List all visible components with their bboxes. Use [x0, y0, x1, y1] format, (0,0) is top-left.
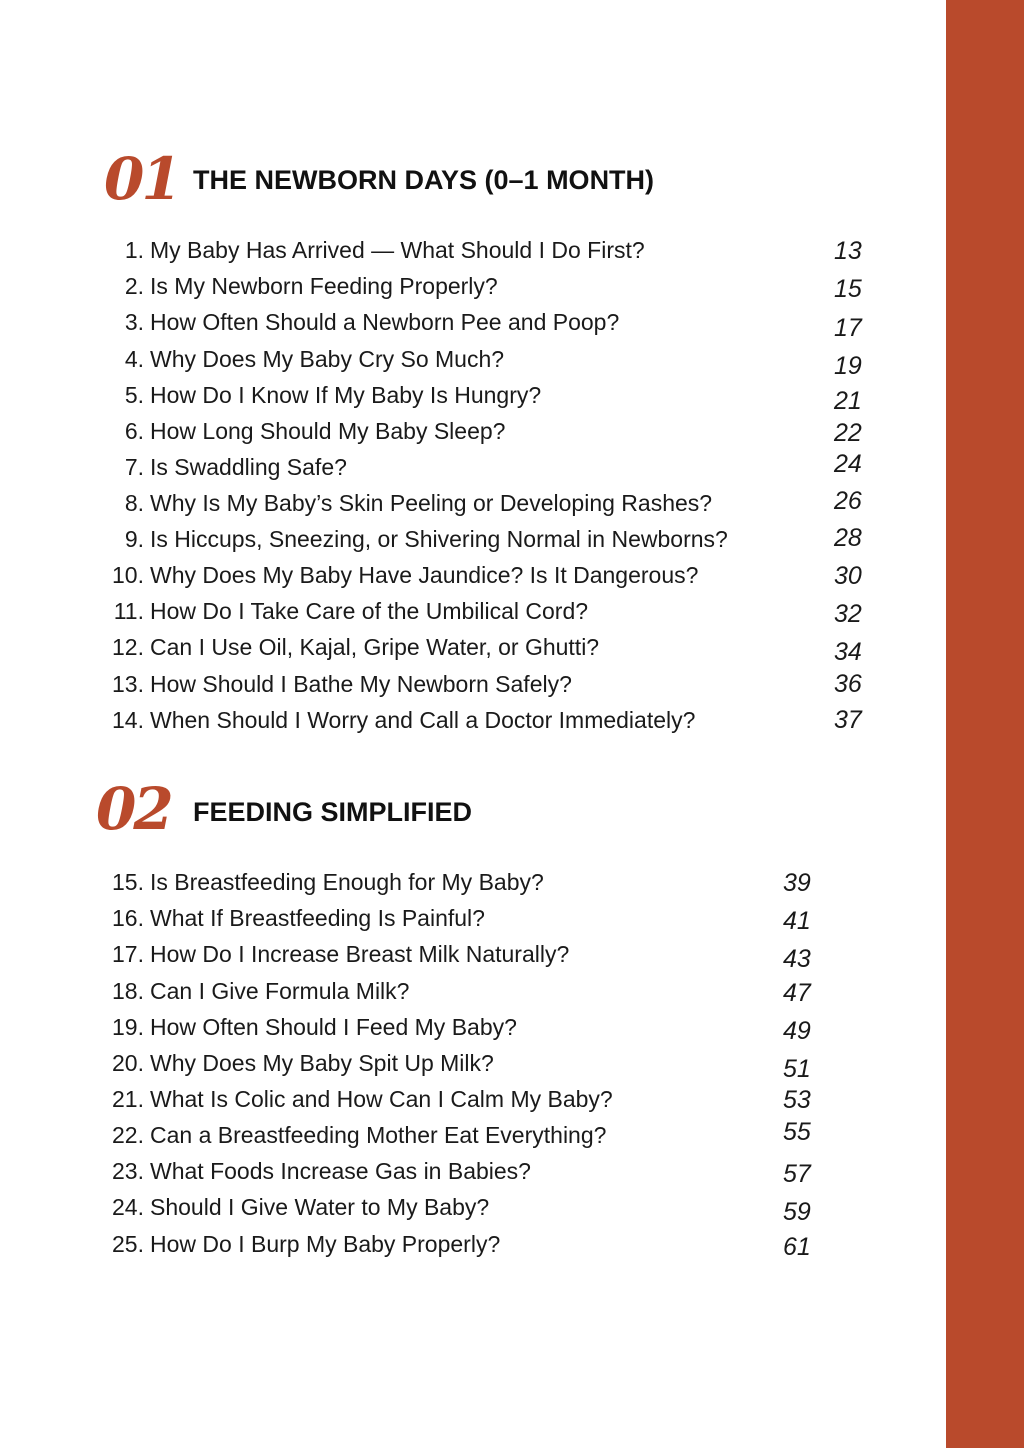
toc-entry-number: 15. [112, 869, 144, 895]
toc-entry-title: My Baby Has Arrived — What Should I Do First? [150, 237, 645, 263]
toc-entry-page[interactable]: 49 [783, 1017, 811, 1045]
toc-entry-number: 8. [124, 490, 144, 516]
toc-entry-page[interactable]: 41 [783, 907, 811, 935]
toc-entry-title: How Do I Take Care of the Umbilical Cord? [150, 598, 589, 624]
toc-entry-title: How Do I Burp My Baby Properly? [150, 1231, 501, 1257]
toc-entry-title: How Should I Bathe My Newborn Safely? [150, 671, 572, 697]
toc-entry-page[interactable]: 43 [783, 945, 811, 973]
toc-entry-title: How Often Should a Newborn Pee and Poop? [150, 309, 620, 335]
toc-entry-title: Is Swaddling Safe? [150, 454, 347, 480]
toc-entry-number: 22. [112, 1122, 144, 1148]
toc-entry-title: Why Does My Baby Cry So Much? [150, 346, 505, 372]
toc-entry-number: 4. [124, 346, 144, 372]
toc-entry-page[interactable]: 61 [783, 1233, 811, 1261]
toc-entry-page[interactable]: 37 [834, 706, 862, 734]
toc-entry-number: 12. [112, 634, 144, 660]
toc-entry-title: How Often Should I Feed My Baby? [150, 1014, 517, 1040]
toc-entry-title: Why Does My Baby Have Jaundice? Is It Dangerous? [150, 562, 699, 588]
toc-entry-page[interactable]: 21 [834, 387, 862, 415]
toc-entry-title: What If Breastfeeding Is Painful? [150, 905, 485, 931]
toc-entry-number: 25. [112, 1231, 144, 1257]
toc-entry-page[interactable]: 19 [834, 352, 862, 380]
toc-entry-page[interactable]: 32 [834, 600, 862, 628]
toc-entry-number: 7. [124, 454, 144, 480]
toc-entry-page[interactable]: 39 [783, 869, 811, 897]
toc-entry-title: Is My Newborn Feeding Properly? [150, 273, 498, 299]
toc-entry-page[interactable]: 22 [834, 419, 862, 447]
toc-entry-page[interactable]: 13 [834, 237, 862, 265]
toc-entry-page[interactable]: 26 [834, 487, 862, 515]
toc-entry-page[interactable]: 28 [834, 524, 862, 552]
toc-entry-title: Why Does My Baby Spit Up Milk? [150, 1050, 494, 1076]
toc-entry-number: 16. [112, 905, 144, 931]
toc-entry-page[interactable]: 36 [834, 670, 862, 698]
toc-entry-number: 11. [113, 598, 144, 624]
toc-entry-number: 24. [112, 1194, 144, 1220]
toc-entry-page[interactable]: 24 [834, 450, 862, 478]
toc-entry-title: How Do I Increase Breast Milk Naturally? [150, 941, 570, 967]
toc-entry-number: 17. [112, 941, 144, 967]
toc-entry-number: 10. [112, 562, 144, 588]
toc-entry-page[interactable]: 47 [783, 979, 811, 1007]
toc-entry-page[interactable]: 51 [783, 1055, 811, 1083]
section-title: THE NEWBORN DAYS (0–1 MONTH) [193, 165, 655, 195]
toc-entry-title: What Foods Increase Gas in Babies? [150, 1158, 531, 1184]
toc-entry-number: 1. [124, 237, 144, 263]
toc-entry-number: 13. [112, 671, 144, 697]
section-title: FEEDING SIMPLIFIED [193, 797, 473, 827]
toc-entry-title: Should I Give Water to My Baby? [150, 1194, 490, 1220]
toc-entry-number: 6. [124, 418, 144, 444]
toc-entry-title: How Long Should My Baby Sleep? [150, 418, 506, 444]
toc-entry-page[interactable]: 17 [834, 314, 862, 342]
toc-entry-title: Is Hiccups, Sneezing, or Shivering Normal in Newborns? [150, 526, 728, 552]
toc-entry-title: What Is Colic and How Can I Calm My Baby? [150, 1086, 613, 1112]
toc-entry-page[interactable]: 57 [783, 1160, 811, 1188]
section-number: 01 [104, 145, 179, 213]
toc-entry-number: 9. [124, 526, 144, 552]
toc-entry-number: 5. [124, 382, 144, 408]
toc-entry-number: 23. [112, 1158, 144, 1184]
toc-entry-title: When Should I Worry and Call a Doctor Immediately? [150, 707, 696, 733]
toc-entry-page[interactable]: 53 [783, 1086, 811, 1114]
side-accent-bar [946, 0, 1024, 1448]
section-number: 02 [96, 775, 171, 843]
toc-entry-title: Why Is My Baby’s Skin Peeling or Developing Rashes? [150, 490, 713, 516]
toc-entry-number: 20. [112, 1050, 144, 1076]
toc-entry-number: 2. [124, 273, 144, 299]
toc-entry-page[interactable]: 34 [834, 638, 862, 666]
toc-entry-title: How Do I Know If My Baby Is Hungry? [150, 382, 542, 408]
toc-entry-page[interactable]: 55 [783, 1118, 811, 1146]
toc-entry-title: Can a Breastfeeding Mother Eat Everything? [150, 1122, 607, 1148]
toc-entry-title: Can I Use Oil, Kajal, Gripe Water, or Ghutti? [150, 634, 600, 660]
toc-entry-title: Is Breastfeeding Enough for My Baby? [150, 869, 544, 895]
toc-entry-page[interactable]: 59 [783, 1198, 811, 1226]
toc-entry-number: 14. [112, 707, 144, 733]
toc-entry-page[interactable]: 30 [834, 562, 862, 590]
toc-entry-number: 21. [112, 1086, 144, 1112]
toc-entry-number: 19. [112, 1014, 144, 1040]
toc-entry-page[interactable]: 15 [834, 275, 862, 303]
toc-entry-number: 18. [112, 978, 144, 1004]
toc-entry-title: Can I Give Formula Milk? [150, 978, 410, 1004]
toc-entry-number: 3. [124, 309, 144, 335]
